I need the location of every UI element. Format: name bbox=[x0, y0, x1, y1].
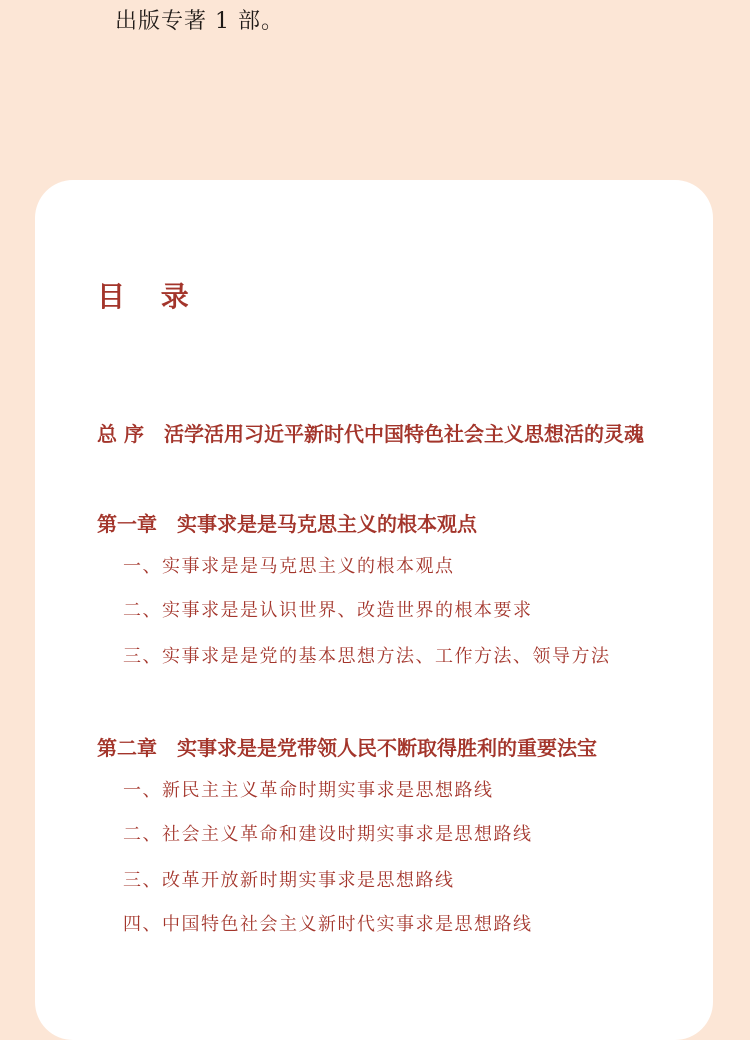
chapter-2-label: 第二章 bbox=[97, 736, 157, 760]
chapter-1-section-1[interactable]: 一、实事求是是马克思主义的根本观点 bbox=[123, 556, 455, 577]
chapter-1-section-3[interactable]: 三、实事求是是党的基本思想方法、工作方法、领导方法 bbox=[123, 646, 611, 667]
chapter-2-section-2[interactable]: 二、社会主义革命和建设时期实事求是思想路线 bbox=[123, 824, 533, 845]
preface-title: 活学活用习近平新时代中国特色社会主义思想活的灵魂 bbox=[163, 422, 644, 446]
preface-heading[interactable] bbox=[97, 418, 644, 447]
toc-title: 目 录 bbox=[97, 280, 193, 313]
chapter-2-heading[interactable] bbox=[97, 732, 597, 761]
toc-card bbox=[35, 180, 713, 1040]
preface-label: 总 序 bbox=[97, 422, 144, 446]
chapter-2-section-1[interactable]: 一、新民主主义革命时期实事求是思想路线 bbox=[123, 780, 494, 801]
chapter-2-title: 实事求是是党带领人民不断取得胜利的重要法宝 bbox=[177, 736, 597, 760]
chapter-1-heading[interactable] bbox=[97, 508, 477, 537]
intro-tail-text: 出版专著 1 部。 bbox=[115, 9, 284, 34]
chapter-1-title: 实事求是是马克思主义的根本观点 bbox=[177, 512, 477, 536]
chapter-2-section-3[interactable]: 三、改革开放新时期实事求是思想路线 bbox=[123, 870, 455, 891]
chapter-1-section-2[interactable]: 二、实事求是是认识世界、改造世界的根本要求 bbox=[123, 600, 533, 621]
chapter-1-label: 第一章 bbox=[97, 512, 157, 536]
chapter-2-section-4[interactable]: 四、中国特色社会主义新时代实事求是思想路线 bbox=[123, 914, 533, 935]
